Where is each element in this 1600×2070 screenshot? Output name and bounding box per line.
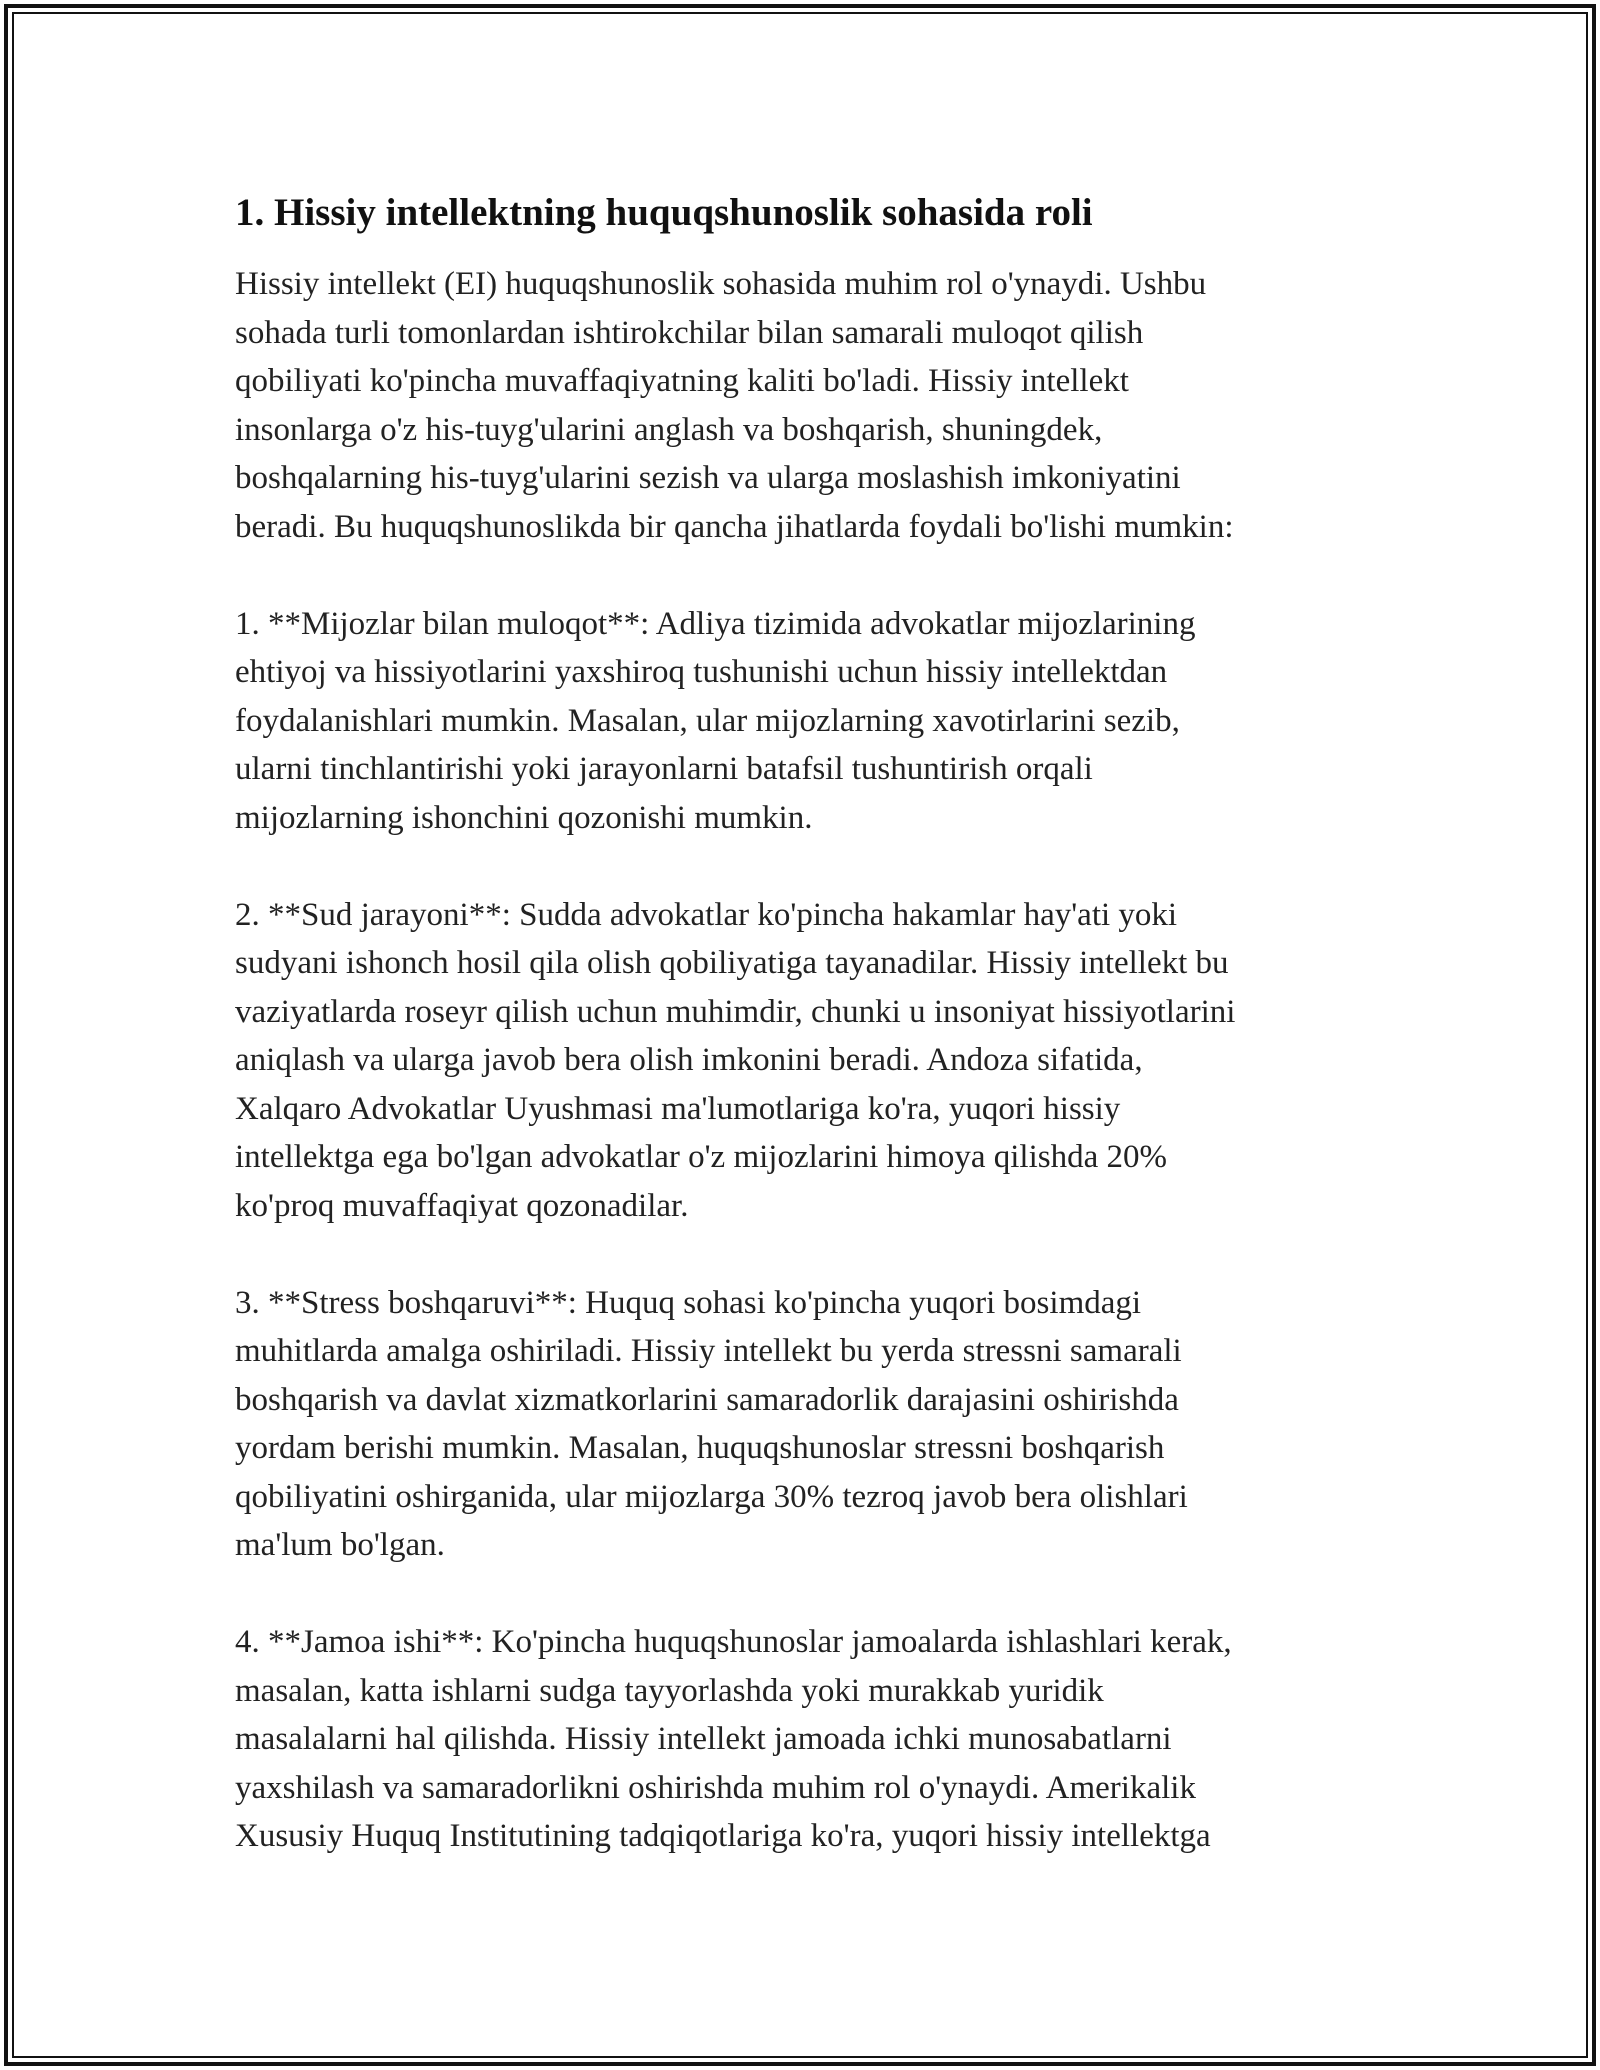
section-heading: 1. Hissiy intellektning huquqshunoslik sohasida roli (235, 191, 1093, 234)
document-body (235, 186, 1375, 1861)
list-item-jamoa-ishi: 4. **Jamoa ishi**: Ko'pincha huquqshunoslar jamoalarda ishlashlari kerak, masalan, katta ishlarni sudga tayyorlashda yoki murakkab yuridik masalalarni hal qilishda. Hissiy intellekt jamoada ichki munosabatlarni yaxshilash va samaradorlikni oshirishda muhim rol o'ynaydi. Amerikalik Xususiy Huquq Institutining tadqiqotlariga ko'ra, yuqori hissiy intellektga (235, 1624, 1232, 1854)
list-item-mijozlar-bilan-muloqot: 1. **Mijozlar bilan muloqot**: Adliya tizimida advokatlar mijozlarining ehtiyoj va hissiyotlarini yaxshiroq tushunishi uchun hissiy intellektdan foydalanishlari mumkin. Masalan, ular mijozlarning xavotirlarini sezib, ularni tinchlantirishi yoki jarayonlarni batafsil tushuntirish orqali mijozlarning ishonchini qozonishi mumkin. (235, 605, 1196, 836)
list-item-stress-boshqaruvi: 3. **Stress boshqaruvi**: Huquq sohasi ko'pincha yuqori bosimdagi muhitlarda amalga oshiriladi. Hissiy intellekt bu yerda stressni samarali boshqarish va davlat xizmatkorlarini samaradorlik darajasini oshirishda yordam berishi mumkin. Masalan, huquqshunoslar stressni boshqarish qobiliyatini oshirganida, ular mijozlarga 30% tezroq javob bera olishlari ma'lum bo'lgan. (235, 1284, 1188, 1563)
list-item-sud-jarayoni: 2. **Sud jarayoni**: Sudda advokatlar ko'pincha hakamlar hay'ati yoki sudyani ishonch hosil qila olish qobiliyatiga tayanadilar. Hissiy intellekt bu vaziyatlarda roseyr qilish uchun muhimdir, chunki u insoniyat hissiyotlarini aniqlash va ularga javob bera olish imkonini beradi. Andoza sifatida, Xalqaro Advokatlar Uyushmasi ma'lumotlariga ko'ra, yuqori hissiy intellektga ega bo'lgan advokatlar o'z mijozlarini himoya qilishda 20% ko'proq muvaffaqiyat qozonadilar. (235, 896, 1236, 1224)
intro-paragraph: Hissiy intellekt (EI) huquqshunoslik sohasida muhim rol o'ynaydi. Ushbu sohada turli tomonlardan ishtirokchilar bilan samarali muloqot qilish qobiliyati ko'pincha muvaffaqiyatning kaliti bo'ladi. Hissiy intellekt insonlarga o'z his-tuyg'ularini anglash va boshqarish, shuningdek, boshqalarning his-tuyg'ularini sezish va ularga moslashish imkoniyatini beradi. Bu huquqshunoslikda bir qancha jihatlarda foydali bo'lishi mumkin: (235, 266, 1234, 545)
